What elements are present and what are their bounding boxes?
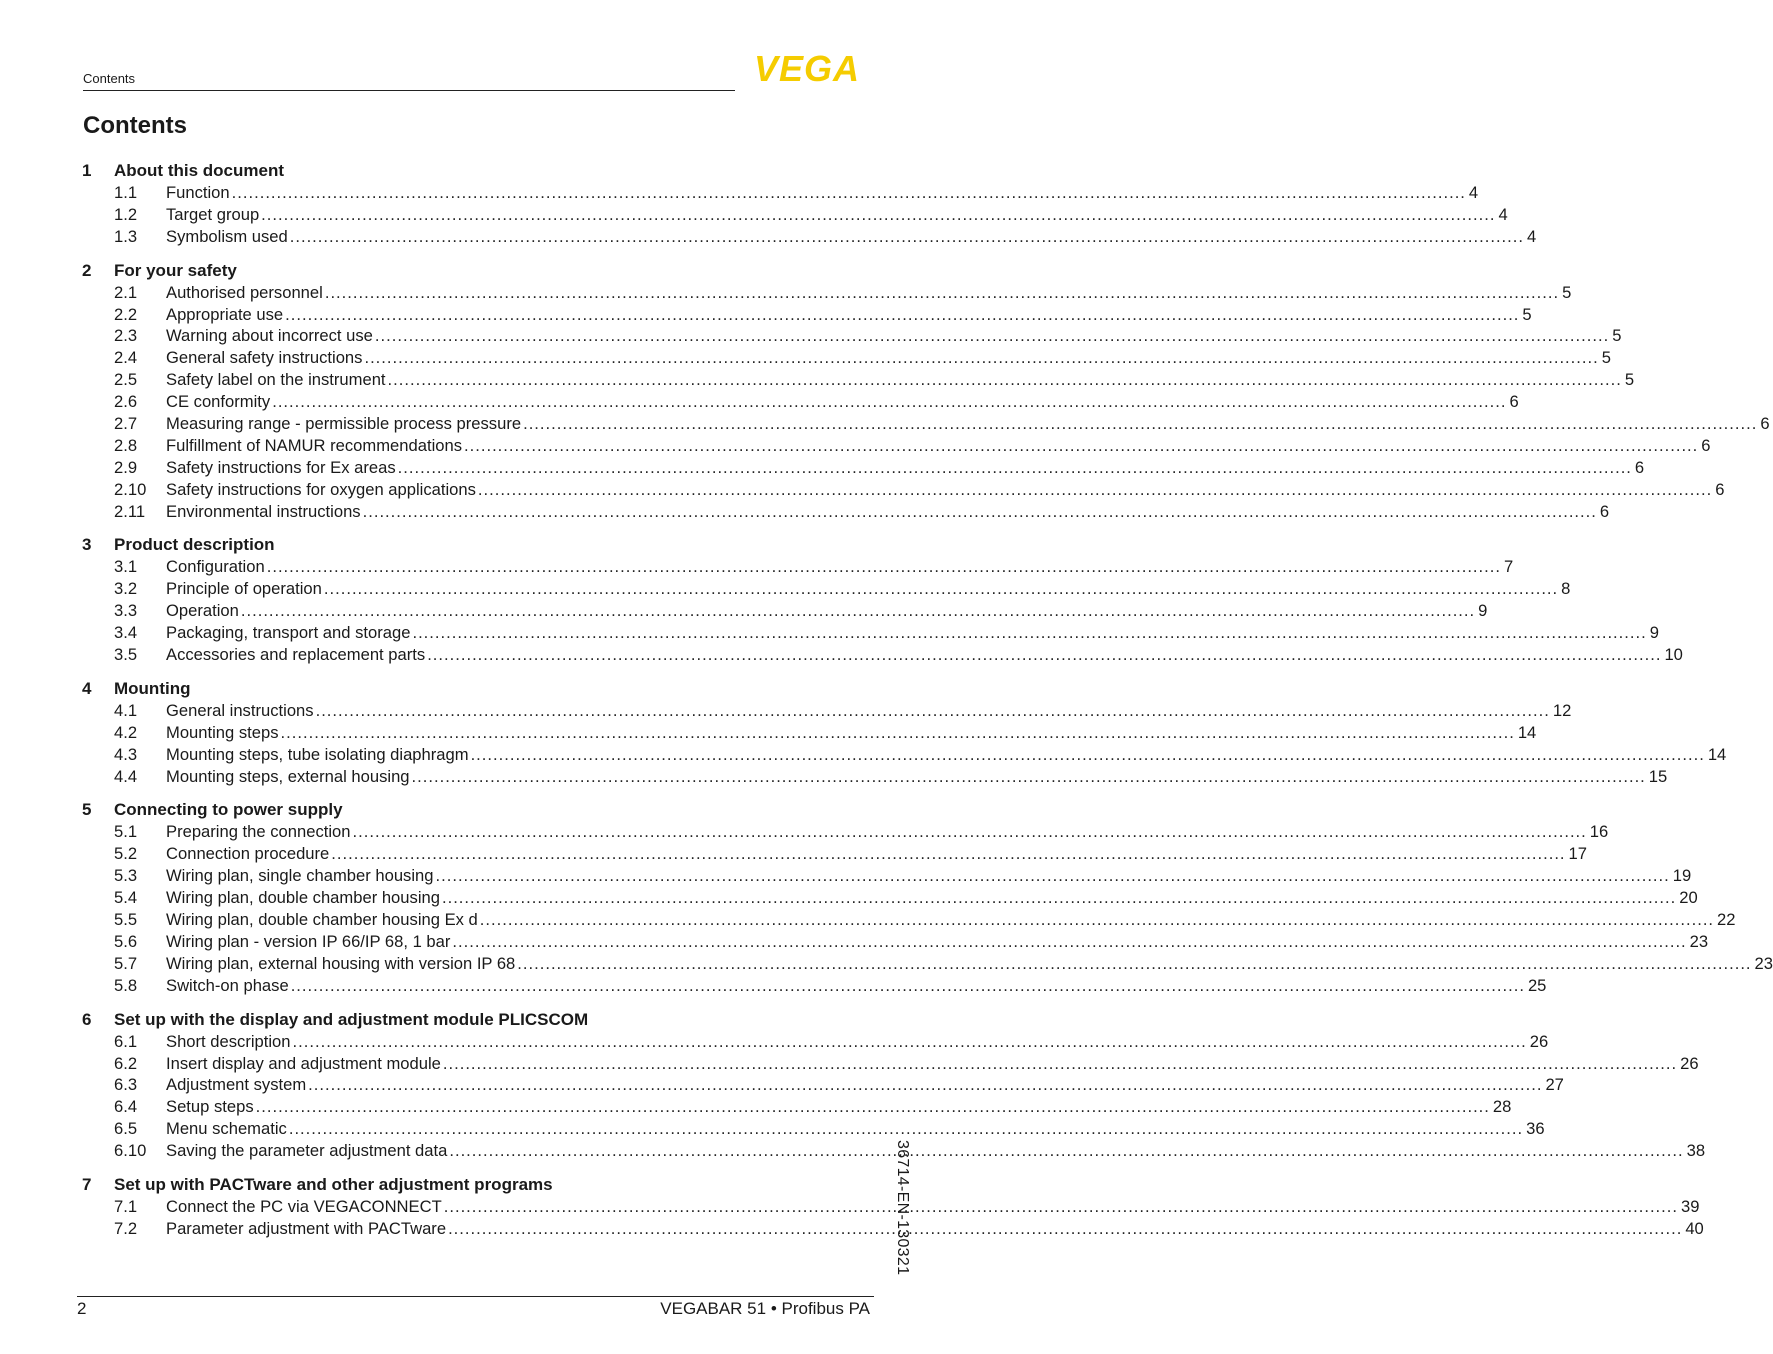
dot-leader: ............................................................................................................................................................................................................................ bbox=[261, 204, 1496, 224]
dot-leader: ............................................................................................................................................................................................................................ bbox=[240, 601, 1476, 621]
toc-entry[interactable] bbox=[82, 226, 1537, 249]
entry-number: 1.1 bbox=[114, 183, 138, 202]
header-divider bbox=[83, 90, 735, 91]
toc-entry[interactable] bbox=[82, 1097, 1512, 1119]
entry-page-number: 40 bbox=[1685, 1218, 1704, 1238]
entry-title: Preparing the connection bbox=[166, 822, 351, 842]
entry-number: 3.2 bbox=[114, 579, 138, 599]
entry-page-number: 5 bbox=[1522, 304, 1532, 324]
entry-page-number: 14 bbox=[1517, 722, 1537, 742]
entry-title: Connect the PC via VEGACONNECT bbox=[166, 1196, 442, 1216]
entry-number: 5.5 bbox=[114, 910, 138, 930]
entry-number: 2.6 bbox=[114, 392, 138, 412]
entry-page-number: 6 bbox=[1701, 435, 1711, 455]
toc-entry[interactable] bbox=[82, 601, 1488, 623]
entry-title: Insert display and adjustment module bbox=[166, 1053, 441, 1073]
toc-section-heading[interactable] bbox=[82, 798, 875, 822]
vega-logo bbox=[741, 48, 873, 89]
dot-leader: ............................................................................................................................................................................................................................ bbox=[374, 326, 1610, 346]
entry-page-number: 39 bbox=[1681, 1196, 1700, 1216]
entry-number: 2.10 bbox=[114, 479, 147, 499]
entry-title: Wiring plan, double chamber housing Ex d bbox=[166, 910, 478, 930]
toc-section-heading[interactable] bbox=[82, 1173, 875, 1197]
dot-leader: ............................................................................................................................................................................................................................ bbox=[464, 435, 1699, 455]
toc-entry[interactable] bbox=[82, 931, 1709, 954]
section-title: Product description bbox=[114, 535, 275, 555]
entry-page-number: 9 bbox=[1478, 601, 1488, 621]
entry-title: Parameter adjustment with PACTware bbox=[166, 1218, 447, 1238]
dot-leader: ............................................................................................................................................................................................................................ bbox=[331, 844, 1566, 864]
entry-page-number: 6 bbox=[1634, 457, 1645, 477]
toc-entry[interactable] bbox=[82, 722, 1537, 745]
entry-number: 6.2 bbox=[114, 1053, 138, 1073]
dot-leader: ............................................................................................................................................................................................................................ bbox=[517, 953, 1752, 973]
toc-section bbox=[82, 259, 1770, 524]
dot-leader: ............................................................................................................................................................................................................................ bbox=[362, 501, 1597, 521]
dot-leader: ............................................................................................................................................................................................................................ bbox=[324, 282, 1560, 302]
toc-entry[interactable] bbox=[82, 479, 1725, 502]
entry-page-number: 4 bbox=[1498, 204, 1508, 224]
entry-number: 3.1 bbox=[114, 557, 138, 577]
entry-title: Wiring plan - version IP 66/IP 68, 1 bar bbox=[166, 931, 451, 951]
toc-entry[interactable] bbox=[82, 392, 1519, 414]
section-number: 1 bbox=[82, 161, 92, 180]
dot-leader: ............................................................................................................................................................................................................................ bbox=[387, 370, 1622, 390]
toc-entry[interactable] bbox=[82, 435, 1711, 458]
dot-leader: ............................................................................................................................................................................................................................ bbox=[266, 557, 1501, 577]
entry-number: 2.3 bbox=[114, 326, 138, 346]
toc-entry[interactable] bbox=[82, 282, 1572, 305]
entry-number: 1.3 bbox=[114, 226, 138, 246]
toc-entry[interactable] bbox=[82, 1031, 1549, 1054]
logo-text: VEGA bbox=[753, 48, 861, 89]
entry-title: Principle of operation bbox=[166, 579, 322, 599]
dot-leader: ............................................................................................................................................................................................................................ bbox=[477, 479, 1713, 499]
entry-number: 5.1 bbox=[114, 822, 138, 842]
entry-title: Setup steps bbox=[166, 1097, 254, 1117]
entry-page-number: 7 bbox=[1503, 557, 1514, 577]
toc-entry[interactable] bbox=[82, 645, 1683, 667]
dot-leader: ............................................................................................................................................................................................................................ bbox=[412, 623, 1647, 643]
toc-section bbox=[82, 1008, 1706, 1163]
toc-entry[interactable] bbox=[82, 888, 1698, 910]
dot-leader: ............................................................................................................................................................................................................................ bbox=[397, 457, 1632, 477]
toc-entry[interactable] bbox=[82, 557, 1514, 579]
entry-page-number: 19 bbox=[1672, 866, 1692, 886]
dot-leader: ............................................................................................................................................................................................................................ bbox=[523, 414, 1758, 434]
toc-entry[interactable] bbox=[82, 414, 1770, 436]
entry-number: 3.4 bbox=[114, 623, 138, 643]
document-code: 36714-EN-130321 bbox=[894, 1140, 911, 1276]
toc-entry[interactable] bbox=[82, 204, 1508, 227]
entry-number: 5.8 bbox=[114, 975, 138, 995]
entry-page-number: 5 bbox=[1601, 348, 1611, 368]
entry-number: 6.3 bbox=[114, 1075, 138, 1095]
entry-page-number: 38 bbox=[1686, 1141, 1706, 1161]
toc-entry[interactable] bbox=[82, 822, 1609, 844]
entry-page-number: 15 bbox=[1648, 766, 1668, 786]
entry-number: 4.2 bbox=[114, 722, 138, 742]
dot-leader: ............................................................................................................................................................................................................................ bbox=[272, 392, 1507, 412]
dot-leader: ............................................................................................................................................................................................................................ bbox=[255, 1097, 1490, 1117]
toc-entry[interactable] bbox=[82, 370, 1635, 392]
entry-number: 5.4 bbox=[114, 888, 138, 908]
toc-entry[interactable] bbox=[82, 766, 1668, 789]
entry-page-number: 4 bbox=[1468, 183, 1479, 202]
toc-entry[interactable] bbox=[82, 1218, 1704, 1241]
entry-number: 4.1 bbox=[114, 700, 138, 720]
section-title: Set up with the display and adjustment module PLICSCOM bbox=[114, 1009, 589, 1029]
entry-title: Symbolism used bbox=[166, 226, 288, 246]
entry-title: General instructions bbox=[166, 700, 314, 720]
toc-entry[interactable] bbox=[82, 844, 1588, 866]
page-title: Contents bbox=[83, 112, 187, 139]
entry-title: Packaging, transport and storage bbox=[166, 623, 411, 643]
entry-page-number: 23 bbox=[1689, 931, 1709, 951]
header-label: Contents bbox=[83, 71, 136, 86]
entry-number: 7.1 bbox=[114, 1196, 138, 1216]
toc-entry[interactable] bbox=[82, 348, 1611, 370]
toc-section-heading[interactable] bbox=[82, 533, 875, 557]
footer-product-name: VEGABAR 51 • Profibus PA bbox=[660, 1299, 870, 1318]
toc-section bbox=[82, 677, 1727, 789]
toc-entry[interactable] bbox=[82, 1196, 1700, 1219]
entry-title: Safety instructions for oxygen applications bbox=[166, 479, 476, 499]
entry-number: 4.4 bbox=[114, 766, 138, 786]
entry-number: 5.7 bbox=[114, 953, 138, 973]
section-title: For your safety bbox=[114, 260, 237, 280]
toc-entry[interactable] bbox=[82, 1141, 1706, 1163]
toc-entry[interactable] bbox=[82, 866, 1692, 888]
entry-number: 3.3 bbox=[114, 601, 138, 621]
entry-title: Mounting steps, tube isolating diaphragm bbox=[166, 744, 469, 764]
entry-title: Wiring plan, double chamber housing bbox=[166, 888, 440, 908]
entry-title: General safety instructions bbox=[166, 348, 363, 368]
entry-title: Connection procedure bbox=[166, 844, 330, 864]
entry-page-number: 9 bbox=[1649, 623, 1659, 643]
entry-page-number: 8 bbox=[1561, 579, 1571, 599]
entry-page-number: 10 bbox=[1664, 645, 1683, 665]
entry-number: 5.2 bbox=[114, 844, 138, 864]
toc-entry[interactable] bbox=[82, 975, 1547, 998]
entry-page-number: 6 bbox=[1760, 414, 1770, 434]
toc-section bbox=[82, 159, 1537, 249]
toc-entry[interactable] bbox=[82, 326, 1622, 348]
entry-number: 6.5 bbox=[114, 1119, 138, 1139]
section-number: 3 bbox=[82, 535, 92, 555]
entry-page-number: 12 bbox=[1552, 700, 1572, 720]
entry-page-number: 6 bbox=[1599, 501, 1610, 521]
entry-page-number: 5 bbox=[1612, 326, 1622, 346]
dot-leader: ............................................................................................................................................................................................................................ bbox=[442, 1053, 1678, 1073]
dot-leader: ............................................................................................................................................................................................................................ bbox=[289, 226, 1524, 246]
entry-title: Wiring plan, external housing with version IP 68 bbox=[166, 953, 516, 973]
entry-page-number: 20 bbox=[1679, 888, 1698, 908]
toc-section bbox=[82, 798, 1773, 997]
entry-title: Appropriate use bbox=[166, 304, 284, 324]
toc-section-heading[interactable] bbox=[82, 159, 875, 183]
toc-section-heading[interactable] bbox=[82, 1008, 875, 1032]
dot-leader: ............................................................................................................................................................................................................................ bbox=[288, 1119, 1524, 1139]
page-number: 2 bbox=[77, 1299, 87, 1318]
section-number: 4 bbox=[82, 678, 92, 698]
section-number: 2 bbox=[82, 260, 92, 280]
toc-entry[interactable] bbox=[82, 623, 1659, 645]
entry-title: CE conformity bbox=[166, 392, 271, 412]
entry-title: Safety label on the instrument bbox=[166, 370, 386, 390]
dot-leader: ............................................................................................................................................................................................................................ bbox=[292, 1031, 1527, 1051]
section-title: Set up with PACTware and other adjustment programs bbox=[114, 1174, 553, 1194]
entry-page-number: 16 bbox=[1589, 822, 1609, 842]
dot-leader: ............................................................................................................................................................................................................................ bbox=[315, 700, 1550, 720]
dot-leader: ............................................................................................................................................................................................................................ bbox=[470, 744, 1705, 764]
dot-leader: ............................................................................................................................................................................................................................ bbox=[323, 579, 1559, 599]
entry-page-number: 27 bbox=[1545, 1075, 1564, 1095]
toc-section-heading[interactable] bbox=[82, 259, 875, 283]
toc-entry[interactable] bbox=[82, 183, 1479, 205]
toc-entry[interactable] bbox=[82, 304, 1532, 327]
entry-number: 2.5 bbox=[114, 370, 138, 390]
dot-leader: ............................................................................................................................................................................................................................ bbox=[427, 645, 1662, 665]
section-title: Mounting bbox=[114, 678, 191, 698]
dot-leader: ............................................................................................................................................................................................................................ bbox=[308, 1075, 1543, 1095]
dot-leader: ............................................................................................................................................................................................................................ bbox=[285, 304, 1520, 324]
toc-entry[interactable] bbox=[82, 1119, 1545, 1141]
section-number: 6 bbox=[82, 1009, 92, 1029]
toc-entry[interactable] bbox=[82, 953, 1773, 976]
entry-title: Warning about incorrect use bbox=[166, 326, 373, 346]
toc-entry[interactable] bbox=[82, 457, 1645, 480]
dot-leader: ............................................................................................................................................................................................................................ bbox=[452, 931, 1687, 951]
entry-page-number: 26 bbox=[1680, 1053, 1699, 1073]
entry-page-number: 23 bbox=[1754, 953, 1773, 973]
toc-entry[interactable] bbox=[82, 744, 1727, 767]
dot-leader: ............................................................................................................................................................................................................................ bbox=[411, 766, 1646, 786]
entry-title: Mounting steps, external housing bbox=[166, 766, 410, 786]
dot-leader: ............................................................................................................................................................................................................................ bbox=[435, 866, 1670, 886]
dot-leader: ............................................................................................................................................................................................................................ bbox=[352, 822, 1587, 842]
entry-page-number: 36 bbox=[1526, 1119, 1545, 1139]
entry-page-number: 4 bbox=[1527, 226, 1537, 246]
toc-entry[interactable] bbox=[82, 1053, 1699, 1076]
entry-number: 5.3 bbox=[114, 866, 138, 886]
entry-title: Authorised personnel bbox=[166, 282, 323, 302]
toc-section-heading[interactable] bbox=[82, 677, 875, 701]
entry-page-number: 26 bbox=[1529, 1031, 1549, 1051]
entry-number: 6.10 bbox=[114, 1141, 147, 1161]
entry-page-number: 25 bbox=[1527, 975, 1547, 995]
entry-number: 6.4 bbox=[114, 1097, 138, 1117]
toc-section bbox=[82, 533, 1683, 666]
dot-leader: ............................................................................................................................................................................................................................ bbox=[443, 1196, 1678, 1216]
toc-entry[interactable] bbox=[82, 501, 1610, 524]
dot-leader: ............................................................................................................................................................................................................................ bbox=[290, 975, 1525, 995]
entry-title: Environmental instructions bbox=[166, 501, 361, 521]
entry-title: Short description bbox=[166, 1031, 291, 1051]
entry-number: 4.3 bbox=[114, 744, 138, 764]
entry-number: 2.9 bbox=[114, 457, 138, 477]
entry-number: 2.11 bbox=[114, 501, 146, 521]
dot-leader: ............................................................................................................................................................................................................................ bbox=[364, 348, 1599, 368]
entry-number: 1.2 bbox=[114, 204, 138, 224]
entry-title: Mounting steps bbox=[166, 722, 279, 742]
entry-number: 2.2 bbox=[114, 304, 138, 324]
entry-page-number: 22 bbox=[1717, 910, 1736, 930]
entry-title: Menu schematic bbox=[166, 1119, 287, 1139]
section-number: 7 bbox=[82, 1174, 92, 1194]
entry-title: Configuration bbox=[166, 557, 265, 577]
entry-title: Target group bbox=[166, 204, 260, 224]
entry-number: 7.2 bbox=[114, 1218, 138, 1238]
entry-title: Operation bbox=[166, 601, 239, 621]
entry-number: 2.8 bbox=[114, 435, 138, 455]
dot-leader: ............................................................................................................................................................................................................................ bbox=[231, 183, 1466, 202]
toc-entry[interactable] bbox=[82, 579, 1571, 601]
entry-title: Wiring plan, single chamber housing bbox=[166, 866, 434, 886]
entry-title: Saving the parameter adjustment data bbox=[166, 1141, 448, 1161]
section-title: Connecting to power supply bbox=[114, 800, 343, 820]
entry-page-number: 6 bbox=[1715, 479, 1725, 499]
entry-title: Accessories and replacement parts bbox=[166, 645, 426, 665]
entry-number: 2.1 bbox=[114, 282, 138, 302]
entry-title: Function bbox=[166, 183, 230, 202]
toc-entry[interactable] bbox=[82, 910, 1736, 932]
entry-title: Switch-on phase bbox=[166, 975, 289, 995]
entry-number: 2.7 bbox=[114, 414, 138, 434]
dot-leader: ............................................................................................................................................................................................................................ bbox=[280, 722, 1515, 742]
toc-entry[interactable] bbox=[82, 700, 1572, 723]
entry-page-number: 28 bbox=[1492, 1097, 1512, 1117]
footer-divider bbox=[77, 1296, 874, 1297]
entry-number: 5.6 bbox=[114, 931, 138, 951]
section-number: 5 bbox=[82, 800, 92, 820]
entry-title: Measuring range - permissible process pressure bbox=[166, 414, 522, 434]
dot-leader: ............................................................................................................................................................................................................................ bbox=[479, 910, 1715, 930]
dot-leader: ............................................................................................................................................................................................................................ bbox=[448, 1218, 1683, 1238]
dot-leader: ............................................................................................................................................................................................................................ bbox=[441, 888, 1677, 908]
entry-title: Fulfillment of NAMUR recommendations bbox=[166, 435, 463, 455]
dot-leader: ............................................................................................................................................................................................................................ bbox=[449, 1141, 1684, 1161]
entry-page-number: 6 bbox=[1509, 392, 1519, 412]
entry-title: Safety instructions for Ex areas bbox=[166, 457, 396, 477]
section-title: About this document bbox=[114, 161, 284, 180]
entry-number: 2.4 bbox=[114, 348, 138, 368]
entry-page-number: 5 bbox=[1624, 370, 1635, 390]
toc-entry[interactable] bbox=[82, 1075, 1564, 1097]
entry-number: 3.5 bbox=[114, 645, 138, 665]
entry-title: Adjustment system bbox=[166, 1075, 307, 1095]
entry-page-number: 14 bbox=[1707, 744, 1727, 764]
entry-page-number: 17 bbox=[1568, 844, 1588, 864]
entry-page-number: 5 bbox=[1562, 282, 1572, 302]
entry-number: 6.1 bbox=[114, 1031, 138, 1051]
